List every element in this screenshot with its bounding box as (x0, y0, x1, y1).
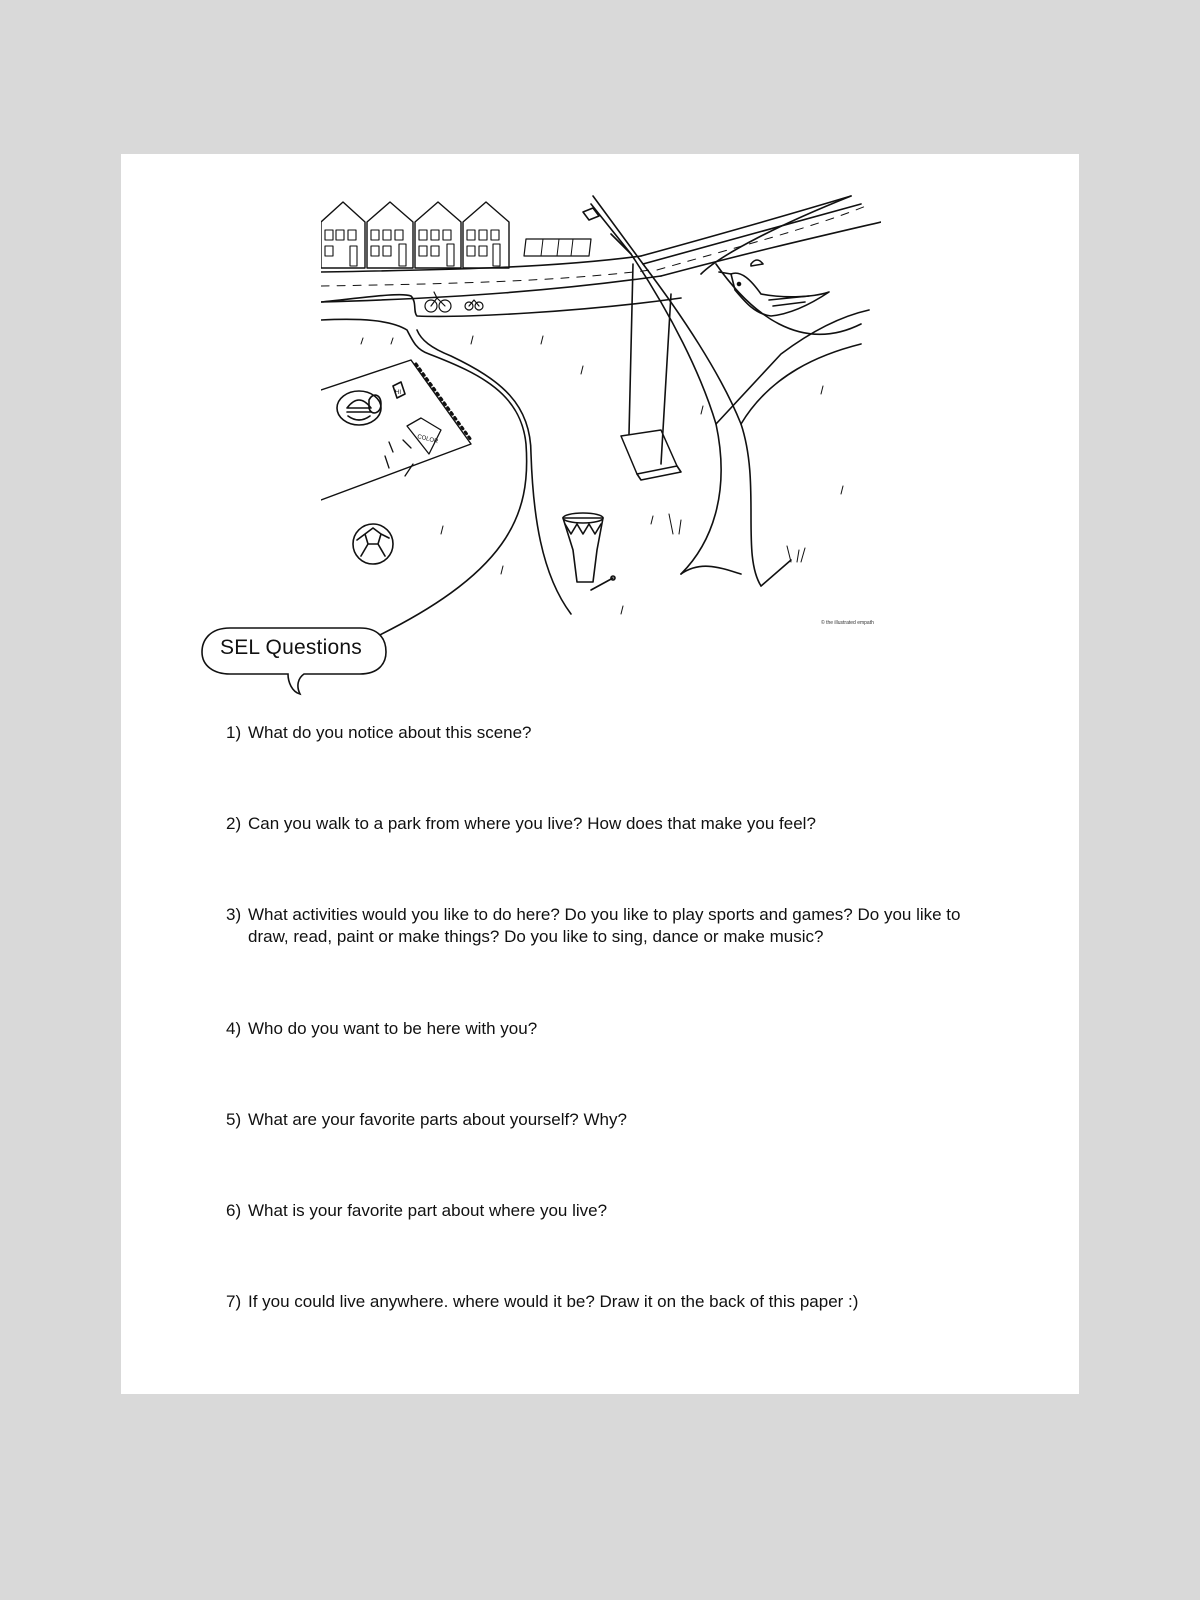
section-title-bubble (200, 620, 390, 700)
question-text: If you could live anywhere. where would it be? Draw it on the back of this paper :) (248, 1292, 859, 1311)
question-number: 2) (226, 814, 242, 833)
question-6 (226, 1200, 986, 1222)
row-houses (321, 202, 509, 268)
section-title: SEL Questions (220, 636, 362, 659)
question-text: What do you notice about this scene? (248, 723, 532, 742)
question-number: 4) (226, 1019, 242, 1038)
question-number: 3) (226, 905, 242, 924)
question-text: What is your favorite part about where you live? (248, 1201, 608, 1220)
question-number: 6) (226, 1201, 242, 1220)
color-card-label: COLOR (416, 434, 439, 446)
question-4 (226, 1018, 986, 1040)
question-number: 5) (226, 1110, 242, 1129)
question-number: 7) (226, 1292, 242, 1311)
tag-label: HI (395, 390, 401, 396)
question-number: 1) (226, 723, 242, 742)
question-text: What activities would you like to do here? Do you like to play sports and games? Do you like to draw, read, paint or make things? Do you like to sing, dance or make music? (248, 905, 961, 946)
park-scene-illustration (321, 194, 881, 644)
question-3 (226, 904, 986, 948)
worksheet-page (121, 154, 1079, 1394)
illustration-credit: © the illustrated empath (821, 620, 874, 626)
question-text: Who do you want to be here with you? (248, 1019, 538, 1038)
speech-bubble-icon (200, 620, 390, 700)
question-1 (226, 722, 986, 744)
question-text: What are your favorite parts about yourself? Why? (248, 1110, 627, 1129)
question-2 (226, 813, 986, 835)
question-text: Can you walk to a park from where you live? How does that make you feel? (248, 814, 816, 833)
question-5 (226, 1109, 986, 1131)
question-7 (226, 1291, 986, 1313)
